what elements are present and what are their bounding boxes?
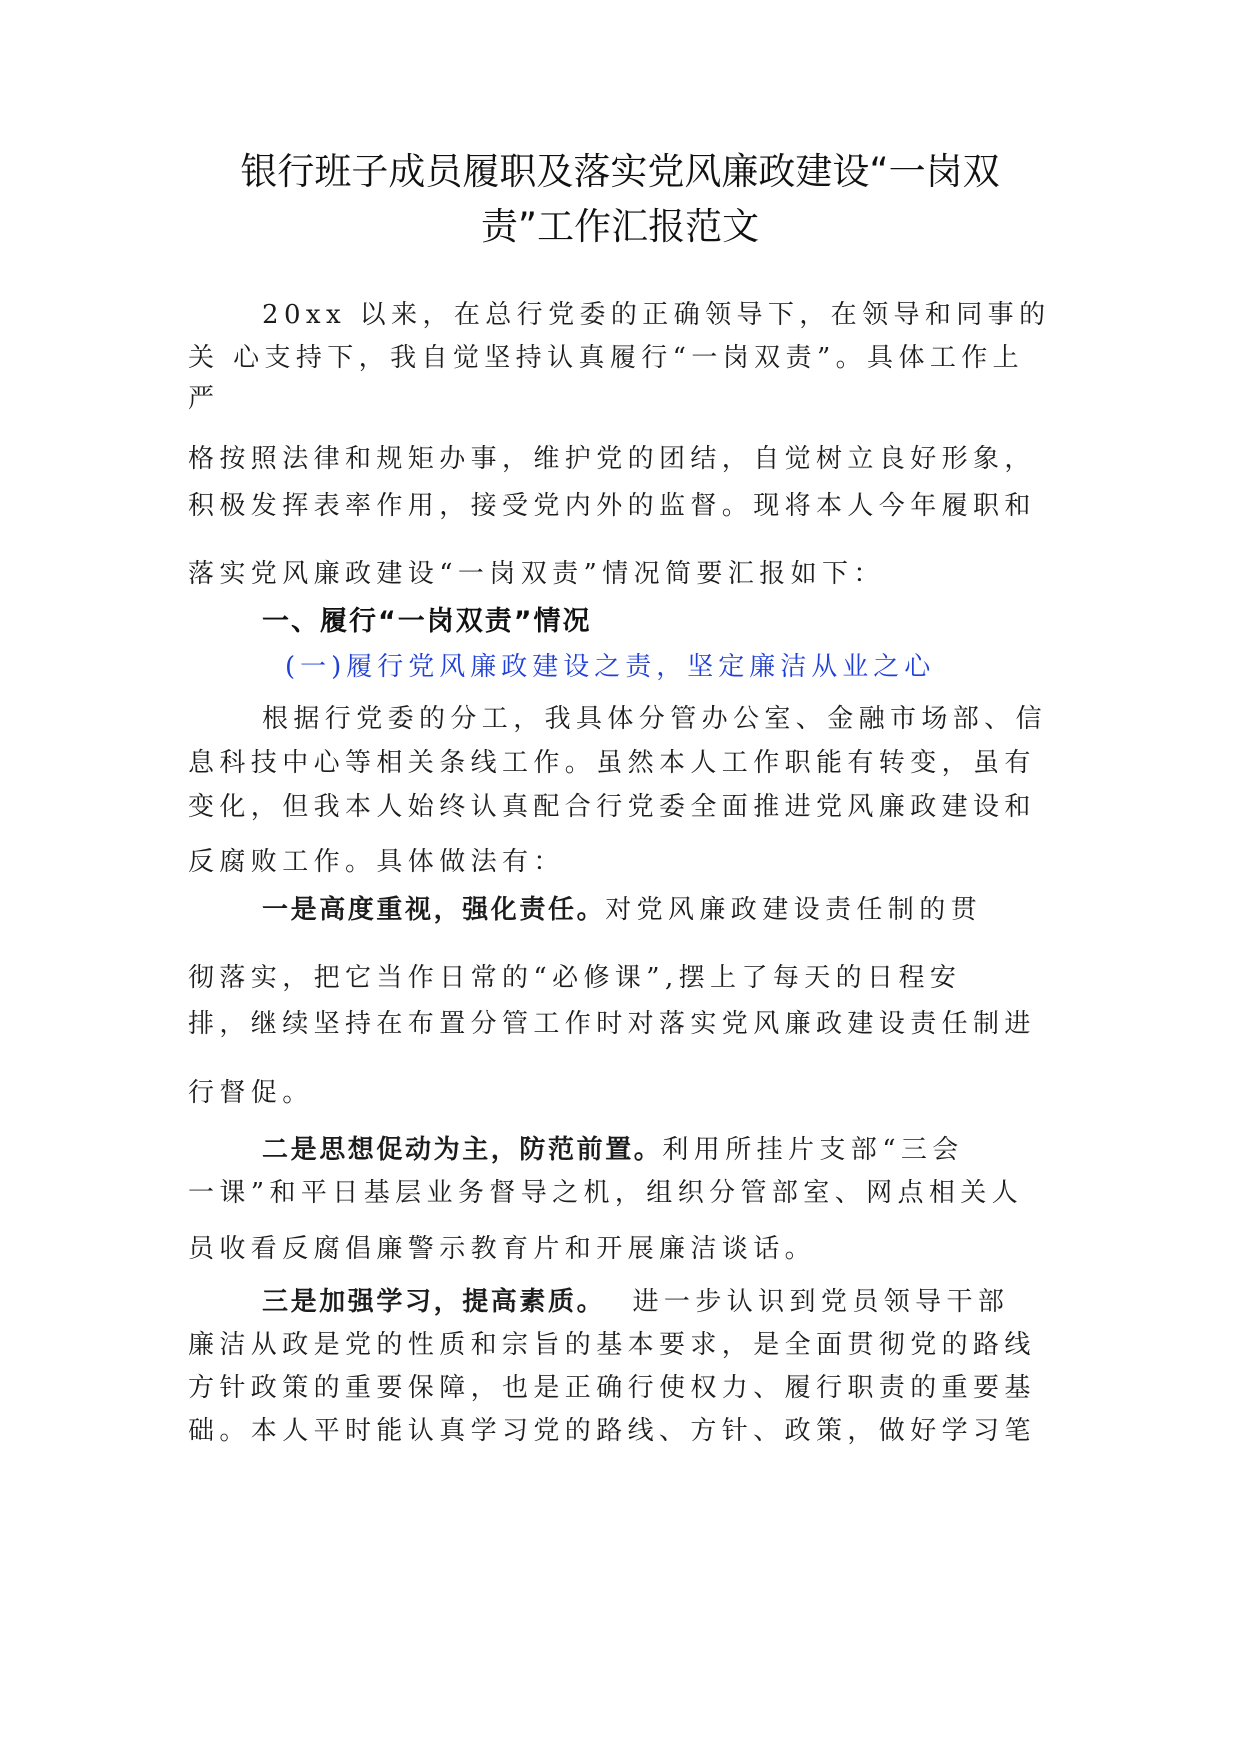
point2-lead: 二是思想促动为主，防范前置。 bbox=[262, 1135, 663, 1165]
para1-line-1: 根据行党委的分工，我具体分管办公室、金融市场部、信 bbox=[262, 704, 1048, 734]
point3-lead: 三是加强学习，提高素质。 bbox=[262, 1287, 606, 1317]
point1-line-3: 排，继续坚持在布置分管工作时对落实党风廉政建设责任制进 bbox=[188, 1009, 1036, 1039]
point2-line-1 bbox=[262, 1131, 1142, 1169]
point1-line-4: 行督促。 bbox=[188, 1078, 314, 1108]
para1-line-2: 息科技中心等相关条线工作。虽然本人工作职能有转变，虽有 bbox=[188, 748, 1036, 778]
para1-line-3: 变化，但我本人始终认真配合行党委全面推进党风廉政建设和 bbox=[188, 792, 1036, 822]
intro-line-6: 落实党风廉政建设“一岗双责”情况简要汇报如下： bbox=[188, 559, 885, 589]
point1-line-2: 彻落实，把它当作日常的“必修课”,摆上了每天的日程安 bbox=[188, 963, 962, 993]
para1-line-4: 反腐败工作。具体做法有： bbox=[188, 847, 565, 877]
point3-line-2: 廉洁从政是党的性质和宗旨的基本要求，是全面贯彻党的路线 bbox=[188, 1330, 1036, 1360]
document-title-line-1: 银行班子成员履职及落实党风廉政建设“一岗双 bbox=[240, 150, 1000, 193]
point3-line-3: 方针政策的重要保障，也是正确行使权力、履行职责的重要基 bbox=[188, 1373, 1036, 1403]
point3-line-1 bbox=[262, 1283, 1142, 1321]
point1-line-1-text: 对党风廉政建设责任制的贯 bbox=[605, 895, 983, 925]
intro-line-1: 20xx 以来，在总行党委的正确领导下，在领导和同事的 bbox=[262, 300, 1051, 330]
point1-line-1 bbox=[262, 891, 1142, 929]
section-heading-1: 一、履行“一岗双责”情况 bbox=[262, 606, 592, 637]
intro-line-2: 关 心支持下，我自觉坚持认真履行“一岗双责”。具体工作上 bbox=[188, 343, 1025, 373]
point2-line-2: 一课”和平日基层业务督导之机，组织分管部室、网点相关人 bbox=[188, 1178, 1024, 1208]
intro-line-5: 积极发挥表率作用，接受党内外的监督。现将本人今年履职和 bbox=[188, 491, 1036, 521]
point2-line-3: 员收看反腐倡廉警示教育片和开展廉洁谈话。 bbox=[188, 1234, 817, 1264]
point3-line-4: 础。本人平时能认真学习党的路线、方针、政策，做好学习笔 bbox=[188, 1416, 1036, 1446]
subsection-heading-1: (一)履行党风廉政建设之责，坚定廉洁从业之心 bbox=[285, 652, 936, 682]
intro-line-4: 格按照法律和规矩办事，维护党的团结，自觉树立良好形象， bbox=[188, 444, 1036, 474]
point3-line-1-text: 进一步认识到党员领导干部 bbox=[605, 1287, 1010, 1317]
point1-lead: 一是高度重视，强化责任。 bbox=[262, 895, 606, 925]
intro-line-3: 严 bbox=[188, 384, 220, 414]
point2-line-1-text: 利用所挂片支部“三会 bbox=[662, 1135, 964, 1165]
document-title-line-2: 责”工作汇报范文 bbox=[480, 205, 760, 248]
